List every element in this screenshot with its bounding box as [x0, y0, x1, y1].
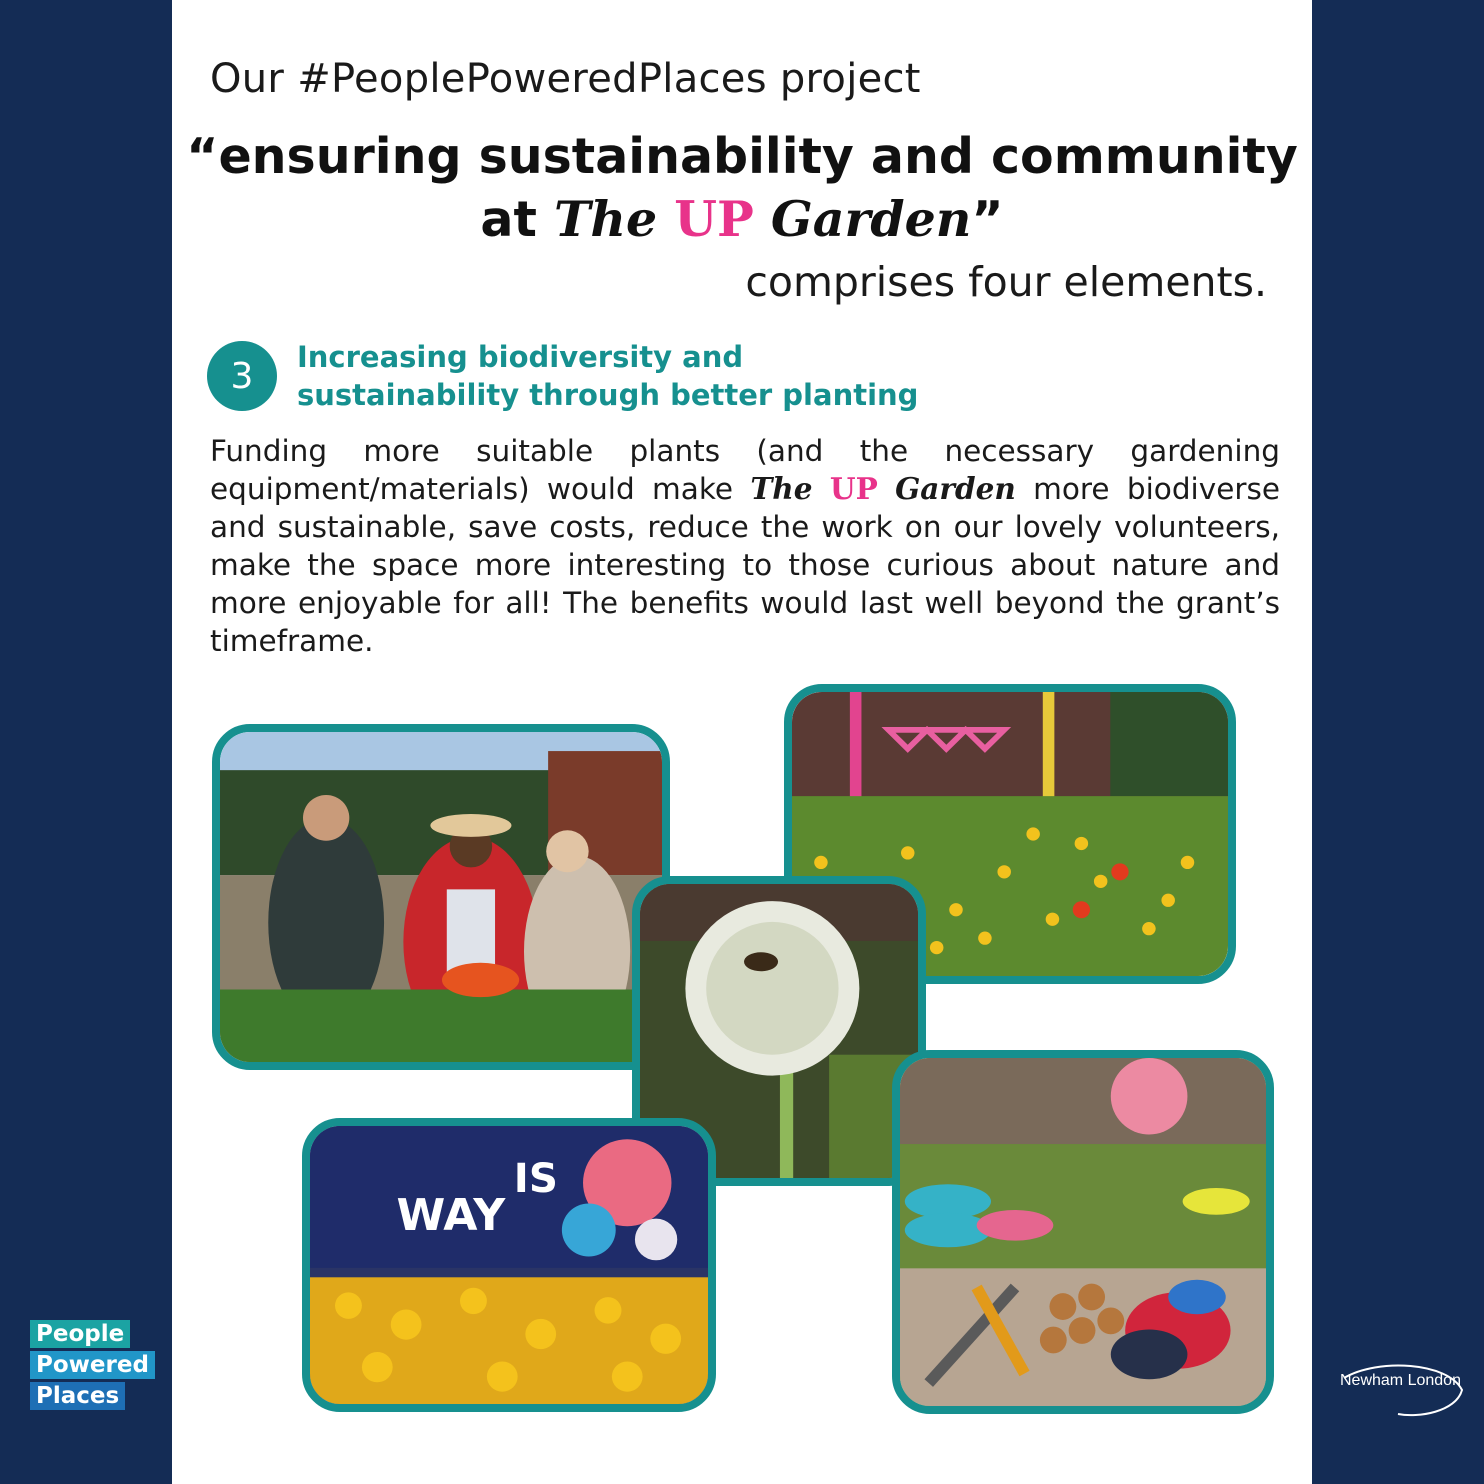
headline-prefix: at — [480, 191, 554, 248]
logo-line-places: Places — [30, 1382, 125, 1410]
body-brand-the: The — [750, 471, 813, 506]
section-title — [297, 338, 997, 414]
body-paragraph — [210, 432, 1280, 660]
headline-line1: “ensuring sustainability and community — [186, 128, 1298, 185]
comprises-text: comprises four elements. — [745, 258, 1267, 306]
body-brand-garden: Garden — [895, 471, 1016, 506]
brand-garden: Garden — [770, 190, 972, 248]
section-title-line2: sustainability through better planting — [297, 378, 919, 412]
mural-text-way: WAY — [396, 1190, 506, 1241]
logo-line-people: People — [30, 1320, 130, 1348]
headline — [172, 126, 1312, 251]
body-part2: more biodiverse and sustainable, save costs, reduce the work on our lovely volunteers, make the space more interesting to those curious about nature and more enjoyable for all! The benefits would last well beyond the grant’s timeframe. — [210, 472, 1280, 658]
headline-close-quote: ” — [971, 191, 1004, 248]
body-part1: Funding more suitable plants (and the necessary gardening equipment/materials) would make — [210, 434, 1280, 506]
photo-mural-flowers — [302, 1118, 716, 1412]
newham-swoosh-icon — [1338, 1360, 1468, 1420]
logo-line-powered: Powered — [30, 1351, 155, 1379]
brand-the: The — [553, 190, 658, 248]
newham-london-logo: Newham London — [1340, 1372, 1461, 1389]
headline-line2 — [172, 188, 1312, 251]
section-number-badge: 3 — [207, 341, 277, 411]
photo-tools-bulbs — [892, 1050, 1274, 1414]
people-powered-places-logo — [30, 1320, 155, 1413]
body-brand-up: UP — [829, 471, 878, 506]
brand-up: UP — [674, 190, 754, 248]
section-title-line1: Increasing biodiversity and — [297, 340, 744, 374]
intro-text: Our #PeoplePoweredPlaces project — [210, 56, 921, 102]
mural-text-is: IS — [513, 1156, 558, 1203]
photo-volunteers-gardening — [212, 724, 670, 1070]
